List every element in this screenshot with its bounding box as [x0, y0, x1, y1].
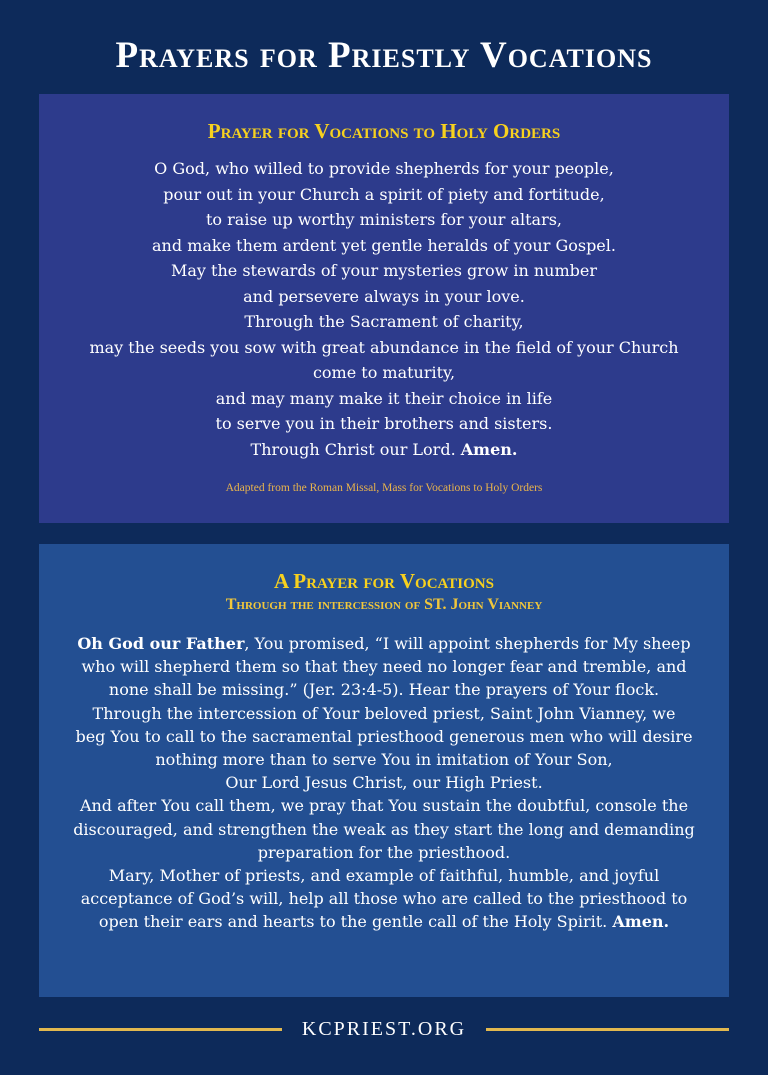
prayer-line: pour out in your Church a spirit of piety and fortitude,	[163, 184, 605, 204]
prayer-line: Through the intercession of Your beloved priest, Saint John Vianney, we	[92, 703, 676, 723]
prayer-line: to serve you in their brothers and sisters.	[215, 414, 553, 433]
amen-text: Amen.	[612, 912, 670, 932]
prayer-title: A Prayer for Vocations	[274, 569, 494, 593]
prayer-line: none shall be missing.” (Jer. 23:4-5). Hear the prayers of Your flock.	[108, 680, 660, 700]
prayer-line: and make them ardent yet gentle heralds of your Gospel.	[152, 235, 616, 255]
prayer-line: Our Lord Jesus Christ, our High Priest.	[225, 773, 543, 793]
prayer-text	[39, 156, 729, 462]
prayer-line: and persevere always in your love.	[243, 286, 525, 306]
prayer-line: who will shepherd them so that they need no longer fear and tremble, and	[81, 657, 687, 677]
amen-text: Amen.	[460, 439, 518, 459]
closing-text: Through Christ our Lord.	[250, 439, 456, 459]
prayer-title: Prayer for Vocations to Holy Orders	[207, 119, 561, 143]
prayer-line-closing	[39, 910, 729, 933]
prayer-line: may the seeds you sow with great abundance in the field of your Church	[89, 337, 679, 357]
prayer-line-closing	[39, 437, 729, 463]
prayer-line: and may many make it their choice in life	[215, 388, 553, 408]
prayer-line: Mary, Mother of priests, and example of faithful, humble, and joyful	[108, 866, 660, 886]
prayer-line: beg You to call to the sacramental priesthood generous men who will desire	[75, 726, 693, 746]
prayer-line: Through the Sacrament of charity,	[244, 312, 524, 331]
prayer-line: nothing more than to serve You in imitation of Your Son,	[155, 750, 613, 770]
prayer-card-vianney	[39, 544, 729, 997]
prayer-text	[39, 632, 729, 934]
prayer-line: May the stewards of your mysteries grow in number	[170, 261, 598, 280]
prayer-line: acceptance of God’s will, help all those who are called to the priesthood to	[80, 889, 688, 909]
prayer-line: O God, who willed to provide shepherds for your people,	[154, 159, 614, 178]
footer-rule-right	[486, 1028, 729, 1031]
opening-rest-text: , You promised, “I will appoint shepherds for My sheep	[244, 634, 691, 653]
opening-bold-text: Oh God our Father	[77, 634, 245, 653]
prayer-line: to raise up worthy ministers for your altars,	[205, 210, 563, 229]
page-title: Prayers for Priestly Vocations	[115, 35, 653, 76]
prayer-line: preparation for the priesthood.	[257, 842, 511, 862]
footer-rule-left	[39, 1028, 282, 1031]
website-link[interactable]: KCPRIEST.ORG	[301, 1018, 467, 1040]
footer	[0, 1017, 768, 1041]
prayer-line: come to maturity,	[312, 363, 456, 382]
prayer-line-opening	[39, 632, 729, 655]
prayer-line: And after You call them, we pray that You sustain the doubtful, console the	[79, 796, 689, 816]
prayer-line: discouraged, and strengthen the weak as they start the long and demanding	[73, 819, 695, 839]
prayer-attribution: Adapted from the Roman Missal, Mass for Vocations to Holy Orders	[225, 482, 543, 494]
prayer-subtitle: Through the intercession of ST. John Vianney	[225, 596, 543, 613]
prayer-card-holy-orders	[39, 94, 729, 523]
closing-text: open their ears and hearts to the gentle call of the Holy Spirit.	[98, 912, 608, 932]
